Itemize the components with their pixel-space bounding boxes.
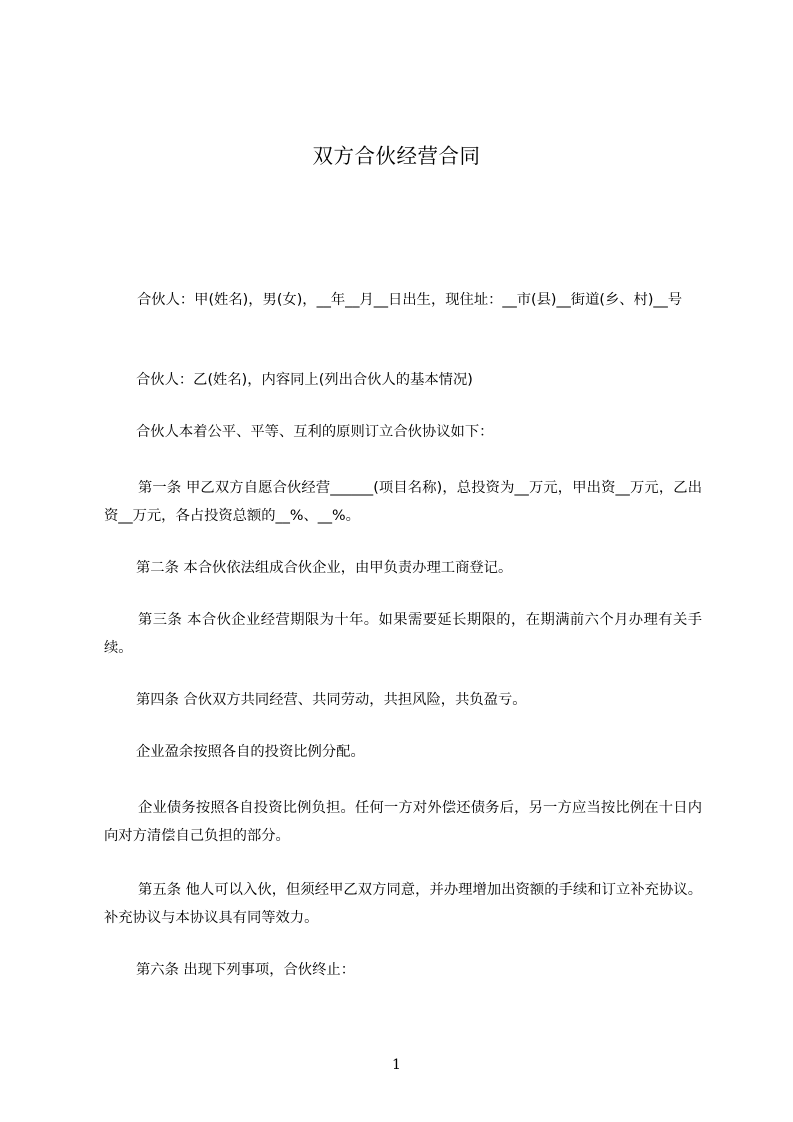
document-title: 双方合伙经营合同 — [312, 144, 481, 168]
paragraph-preamble: 合伙人本着公平、平等、互利的原则订立合伙协议如下： — [136, 424, 494, 440]
paragraph-debt-sharing: 企业债务按照各自投资比例负担。任何一方对外偿还债务后，另一方应当按比例在十日内向对方清偿自己负担的部分。 — [104, 800, 702, 844]
paragraph-article-3: 第三条 本合伙企业经营期限为十年。如果需要延长期限的，在期满前六个月办理有关手续。 — [104, 612, 702, 656]
paragraph-article-6: 第六条 出现下列事项，合伙终止： — [136, 962, 355, 978]
paragraph-article-4: 第四条 合伙双方共同经营、共同劳动，共担风险，共负盈亏。 — [136, 692, 527, 708]
paragraph-partner-b: 合伙人：乙(姓名)，内容同上(列出合伙人的基本情况) — [136, 372, 473, 388]
paragraph-article-2: 第二条 本合伙依法组成合伙企业，由甲负责办理工商登记。 — [136, 560, 513, 576]
paragraph-article-1: 第一条 甲乙双方自愿合伙经营______(项目名称)，总投资为__万元，甲出资__万元，乙出资__万元，各占投资总额的__%、__%。 — [104, 480, 702, 524]
paragraph-article-5: 第五条 他人可以入伙，但须经甲乙双方同意，并办理增加出资额的手续和订立补充协议。补充协议与本协议具有同等效力。 — [104, 882, 702, 926]
page-number: 1 — [392, 1057, 401, 1073]
paragraph-partner-a: 合伙人：甲(姓名)，男(女)，__年__月__日出生，现住址：__市(县)__街道(乡、村)__号 — [137, 292, 683, 308]
paragraph-profit-distribution: 企业盈余按照各自的投资比例分配。 — [136, 744, 365, 760]
